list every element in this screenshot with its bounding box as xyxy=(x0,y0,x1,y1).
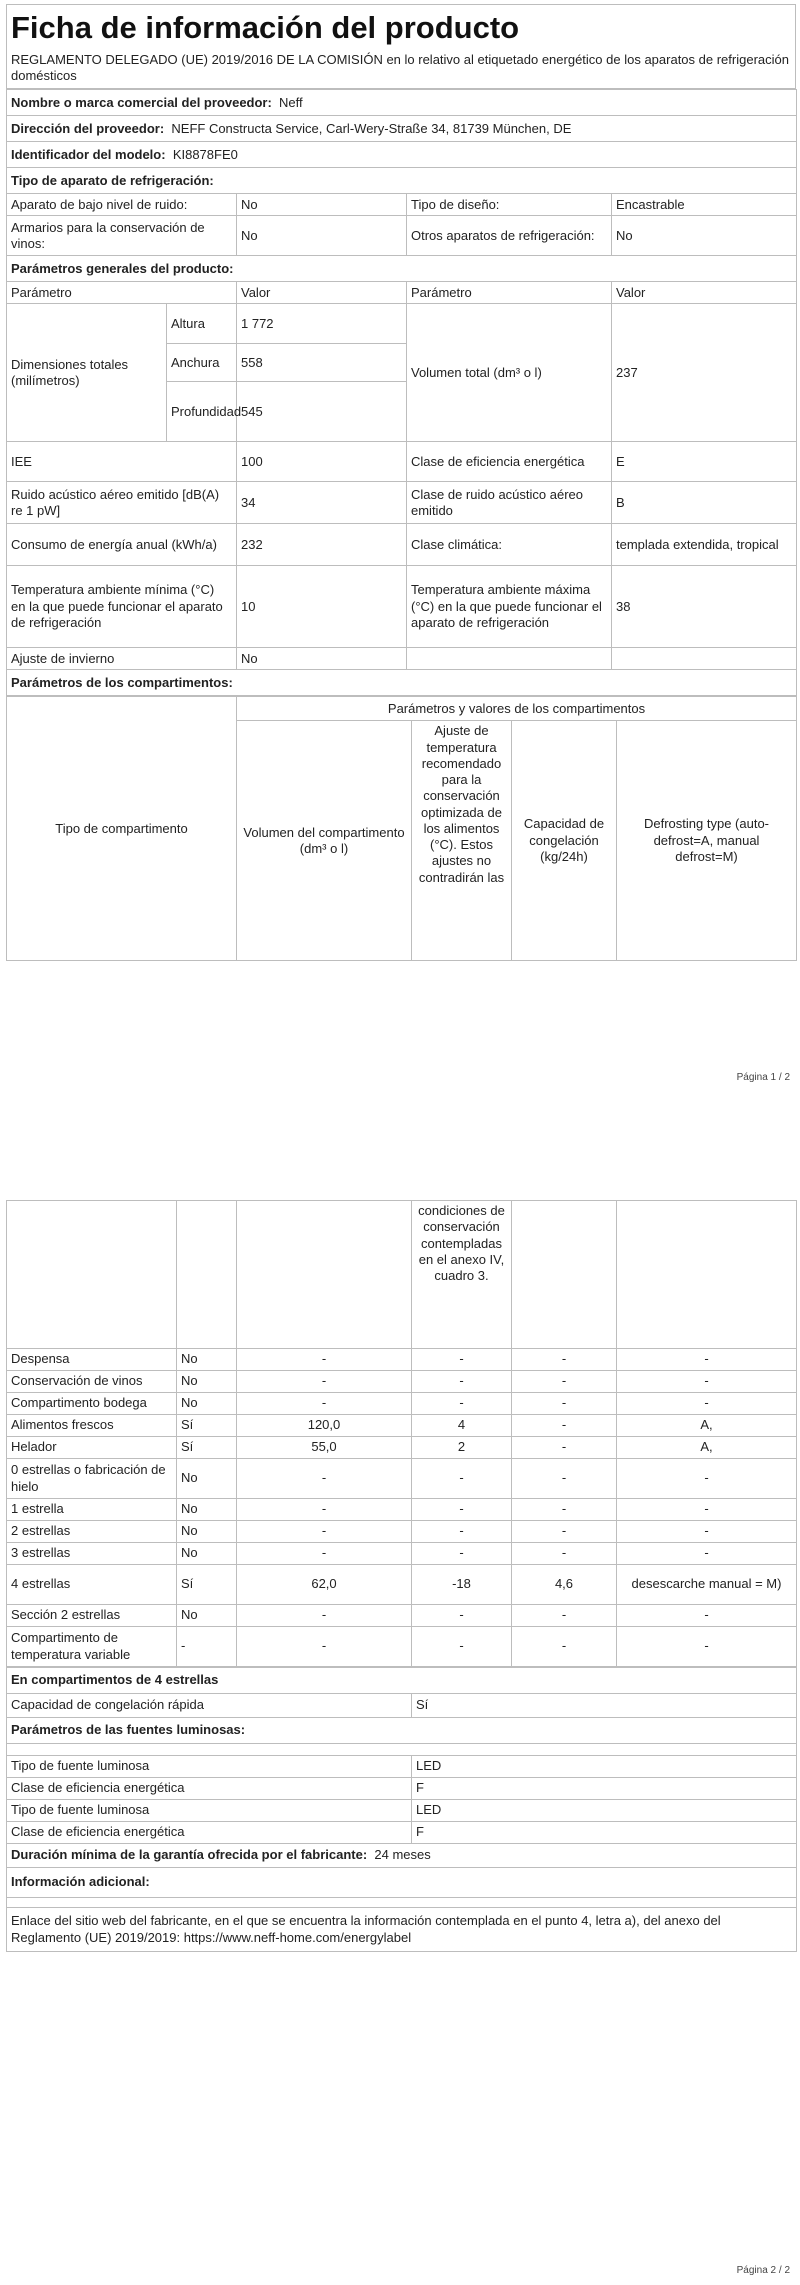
height-value: 1 772 xyxy=(237,304,407,344)
energy-label: Consumo de energía anual (kWh/a) xyxy=(7,524,237,566)
dims-label: Dimensiones totales (milímetros) xyxy=(7,304,167,442)
compartment-defrost: - xyxy=(617,1605,797,1627)
compartment-name: 2 estrellas xyxy=(7,1521,177,1543)
document-page-1 xyxy=(6,4,796,961)
compartment-defrost: - xyxy=(617,1627,797,1667)
low-noise-label: Aparato de bajo nivel de ruido: xyxy=(7,194,237,216)
compartment-name: 1 estrella xyxy=(7,1499,177,1521)
additional-text: Enlace del sitio web del fabricante, en el que se encuentra la información contemplada en el punto 4, letra a), del anexo del Reglamento (UE) 2019/2019: https://www.neff-home.com/energylabel xyxy=(7,1908,797,1952)
compartment-volume: - xyxy=(237,1543,412,1565)
comp-defrost-label: Defrosting type (auto-defrost=A, manual defrost=M) xyxy=(617,721,797,961)
compartment-name: Alimentos frescos xyxy=(7,1415,177,1437)
regulation-text: REGLAMENTO DELEGADO (UE) 2019/2016 DE LA COMISIÓN en lo relativo al etiquetado energético de los aparatos de refrigeración domésticos xyxy=(11,51,789,83)
winter-empty-2 xyxy=(612,648,797,670)
fast-freeze-value: Sí xyxy=(412,1694,797,1718)
compartment-temp: -18 xyxy=(412,1565,512,1605)
compartment-volume: 120,0 xyxy=(237,1415,412,1437)
compartment-freeze: - xyxy=(512,1627,617,1667)
page-number-2: Página 2 / 2 xyxy=(736,2265,790,2276)
compartment-temp: - xyxy=(412,1459,512,1499)
compartment-row xyxy=(7,1565,797,1605)
compartment-present: No xyxy=(177,1521,237,1543)
compartment-name: Sección 2 estrellas xyxy=(7,1605,177,1627)
compartment-freeze: - xyxy=(512,1499,617,1521)
compartment-row xyxy=(7,1349,797,1371)
tmin-label: Temperatura ambiente mínima (°C) en la que puede funcionar el aparato de refrigeración xyxy=(7,566,237,648)
winter-label: Ajuste de invierno xyxy=(7,648,237,670)
cont-empty-1 xyxy=(7,1201,177,1349)
compartment-name: Helador xyxy=(7,1437,177,1459)
depth-value: 545 xyxy=(237,382,407,442)
light-label: Tipo de fuente luminosa xyxy=(7,1800,412,1822)
compartment-present: Sí xyxy=(177,1565,237,1605)
other-label: Otros aparatos de refrigeración: xyxy=(407,216,612,256)
compartment-volume: - xyxy=(237,1627,412,1667)
design-type-value: Encastrable xyxy=(612,194,797,216)
compartment-temp: - xyxy=(412,1393,512,1415)
compartment-volume: - xyxy=(237,1349,412,1371)
compartment-row xyxy=(7,1521,797,1543)
compartment-name: Conservación de vinos xyxy=(7,1371,177,1393)
compartment-present: Sí xyxy=(177,1437,237,1459)
compartments-table xyxy=(6,1200,797,1667)
cont-empty-5 xyxy=(617,1201,797,1349)
light-value: LED xyxy=(412,1756,797,1778)
tmax-label: Temperatura ambiente máxima (°C) en la que puede funcionar el aparato de refrigeración xyxy=(407,566,612,648)
light-row xyxy=(7,1800,797,1822)
winter-empty-1 xyxy=(407,648,612,670)
compartment-volume: - xyxy=(237,1371,412,1393)
eff-class-value: E xyxy=(612,442,797,482)
cont-empty-2 xyxy=(177,1201,237,1349)
compartment-defrost: - xyxy=(617,1371,797,1393)
light-row xyxy=(7,1778,797,1800)
compartment-temp: 2 xyxy=(412,1437,512,1459)
compartment-name: 0 estrellas o fabricación de hielo xyxy=(7,1459,177,1499)
compartment-freeze: - xyxy=(512,1543,617,1565)
width-label: Anchura xyxy=(167,344,237,382)
model-id-row: Identificador del modelo: KI8878FE0 xyxy=(7,142,797,168)
eff-class-label: Clase de eficiencia energética xyxy=(407,442,612,482)
noise-label: Ruido acústico aéreo emitido [dB(A) re 1 pW] xyxy=(7,482,237,524)
wine-value: No xyxy=(237,216,407,256)
compartment-row xyxy=(7,1371,797,1393)
depth-label: Profundidad xyxy=(167,382,237,442)
comp-temp-label-1: Ajuste de temperatura recomendado para la conservación optimizada de los alimentos (°C). Estos ajustes no contradirán las xyxy=(412,721,512,961)
compartment-present: No xyxy=(177,1349,237,1371)
compartment-present: No xyxy=(177,1371,237,1393)
compartment-freeze: - xyxy=(512,1459,617,1499)
compartment-row xyxy=(7,1459,797,1499)
compartment-row xyxy=(7,1605,797,1627)
compartment-present: No xyxy=(177,1393,237,1415)
col-param-1: Parámetro xyxy=(7,282,237,304)
comp-temp-label-2: condiciones de conservación contempladas en el anexo IV, cuadro 3. xyxy=(412,1201,512,1349)
col-value-2: Valor xyxy=(612,282,797,304)
comp-type-label: Tipo de compartimento xyxy=(7,697,237,961)
compartment-defrost: - xyxy=(617,1521,797,1543)
energy-value: 232 xyxy=(237,524,407,566)
wine-label: Armarios para la conservación de vinos: xyxy=(7,216,237,256)
compartment-volume: - xyxy=(237,1521,412,1543)
tmax-value: 38 xyxy=(612,566,797,648)
compartment-temp: 4 xyxy=(412,1415,512,1437)
compartment-name: 3 estrellas xyxy=(7,1543,177,1565)
four-star-heading: En compartimentos de 4 estrellas xyxy=(7,1668,797,1694)
eei-label: IEE xyxy=(7,442,237,482)
compartment-volume: 55,0 xyxy=(237,1437,412,1459)
additional-spacer xyxy=(7,1898,797,1908)
light-value: LED xyxy=(412,1800,797,1822)
compartment-defrost: - xyxy=(617,1459,797,1499)
compartment-present: No xyxy=(177,1499,237,1521)
design-type-label: Tipo de diseño: xyxy=(407,194,612,216)
warranty-row: Duración mínima de la garantía ofrecida por el fabricante: 24 meses xyxy=(7,1844,797,1868)
compartment-temp: - xyxy=(412,1605,512,1627)
fast-freeze-label: Capacidad de congelación rápida xyxy=(7,1694,412,1718)
compartment-volume: - xyxy=(237,1605,412,1627)
compartment-row xyxy=(7,1627,797,1667)
compartment-freeze: - xyxy=(512,1393,617,1415)
page-number-1: Página 1 / 2 xyxy=(736,1072,790,1083)
light-spacer xyxy=(7,1744,797,1756)
light-value: F xyxy=(412,1822,797,1844)
info-table xyxy=(6,89,797,696)
light-heading: Parámetros de las fuentes luminosas: xyxy=(7,1718,797,1744)
eei-value: 100 xyxy=(237,442,407,482)
cont-empty-4 xyxy=(512,1201,617,1349)
climate-value: templada extendida, tropical xyxy=(612,524,797,566)
compartment-row xyxy=(7,1393,797,1415)
compartment-defrost: desescarche manual = M) xyxy=(617,1565,797,1605)
compartment-present: No xyxy=(177,1605,237,1627)
compartment-freeze: - xyxy=(512,1349,617,1371)
light-row xyxy=(7,1822,797,1844)
compartment-row xyxy=(7,1543,797,1565)
compartment-defrost: A, xyxy=(617,1437,797,1459)
compartment-present: No xyxy=(177,1459,237,1499)
light-value: F xyxy=(412,1778,797,1800)
light-label: Clase de eficiencia energética xyxy=(7,1822,412,1844)
compartment-freeze: - xyxy=(512,1437,617,1459)
cont-empty-3 xyxy=(237,1201,412,1349)
compartment-temp: - xyxy=(412,1543,512,1565)
compartment-freeze: - xyxy=(512,1371,617,1393)
compartment-freeze: - xyxy=(512,1605,617,1627)
compartment-temp: - xyxy=(412,1371,512,1393)
light-row xyxy=(7,1756,797,1778)
compartment-temp: - xyxy=(412,1627,512,1667)
height-label: Altura xyxy=(167,304,237,344)
compartment-temp: - xyxy=(412,1521,512,1543)
compartment-defrost: - xyxy=(617,1349,797,1371)
light-label: Tipo de fuente luminosa xyxy=(7,1756,412,1778)
compartment-volume: 62,0 xyxy=(237,1565,412,1605)
comp-params-label: Parámetros y valores de los compartimentos xyxy=(237,697,797,721)
compartment-rows xyxy=(7,1349,797,1667)
page-title: Ficha de información del producto xyxy=(11,10,520,45)
compartment-volume: - xyxy=(237,1393,412,1415)
compartment-name: 4 estrellas xyxy=(7,1565,177,1605)
compartment-present: - xyxy=(177,1627,237,1667)
tmin-value: 10 xyxy=(237,566,407,648)
compartment-defrost: A, xyxy=(617,1415,797,1437)
compartment-volume: - xyxy=(237,1499,412,1521)
light-label: Clase de eficiencia energética xyxy=(7,1778,412,1800)
compartment-name: Despensa xyxy=(7,1349,177,1371)
compartments-heading: Parámetros de los compartimentos: xyxy=(7,670,797,696)
col-value-1: Valor xyxy=(237,282,407,304)
general-heading: Parámetros generales del producto: xyxy=(7,256,797,282)
compartment-temp: - xyxy=(412,1349,512,1371)
supplier-name-row: Nombre o marca comercial del proveedor: Neff xyxy=(7,90,797,116)
compartment-temp: - xyxy=(412,1499,512,1521)
volume-value: 237 xyxy=(612,304,797,442)
compartment-row xyxy=(7,1437,797,1459)
compartment-row xyxy=(7,1415,797,1437)
supplier-address-row: Dirección del proveedor: NEFF Constructa Service, Carl-Wery-Straße 34, 81739 München, DE xyxy=(7,116,797,142)
noise-value: 34 xyxy=(237,482,407,524)
document-page-2 xyxy=(6,1200,796,1952)
compartment-present: Sí xyxy=(177,1415,237,1437)
compartment-defrost: - xyxy=(617,1543,797,1565)
compartment-freeze: - xyxy=(512,1415,617,1437)
compartment-name: Compartimento bodega xyxy=(7,1393,177,1415)
compartment-freeze: 4,6 xyxy=(512,1565,617,1605)
volume-label: Volumen total (dm³ o l) xyxy=(407,304,612,442)
width-value: 558 xyxy=(237,344,407,382)
compartment-defrost: - xyxy=(617,1499,797,1521)
compartments-header-table xyxy=(6,696,797,961)
page-2 xyxy=(0,1170,800,2285)
winter-value: No xyxy=(237,648,407,670)
comp-freeze-label: Capacidad de congelación (kg/24h) xyxy=(512,721,617,961)
additional-heading: Información adicional: xyxy=(7,1868,797,1898)
extra-table xyxy=(6,1667,797,1952)
noise-class-value: B xyxy=(612,482,797,524)
noise-class-label: Clase de ruido acústico aéreo emitido xyxy=(407,482,612,524)
compartment-volume: - xyxy=(237,1459,412,1499)
compartment-defrost: - xyxy=(617,1393,797,1415)
col-param-2: Parámetro xyxy=(407,282,612,304)
appliance-type-heading: Tipo de aparato de refrigeración: xyxy=(7,168,797,194)
light-rows xyxy=(7,1756,797,1844)
compartment-name: Compartimento de temperatura variable xyxy=(7,1627,177,1667)
climate-label: Clase climática: xyxy=(407,524,612,566)
compartment-freeze: - xyxy=(512,1521,617,1543)
comp-volume-label: Volumen del compartimento (dm³ o l) xyxy=(237,721,412,961)
title-block xyxy=(6,4,796,89)
compartment-present: No xyxy=(177,1543,237,1565)
other-value: No xyxy=(612,216,797,256)
compartment-row xyxy=(7,1499,797,1521)
low-noise-value: No xyxy=(237,194,407,216)
